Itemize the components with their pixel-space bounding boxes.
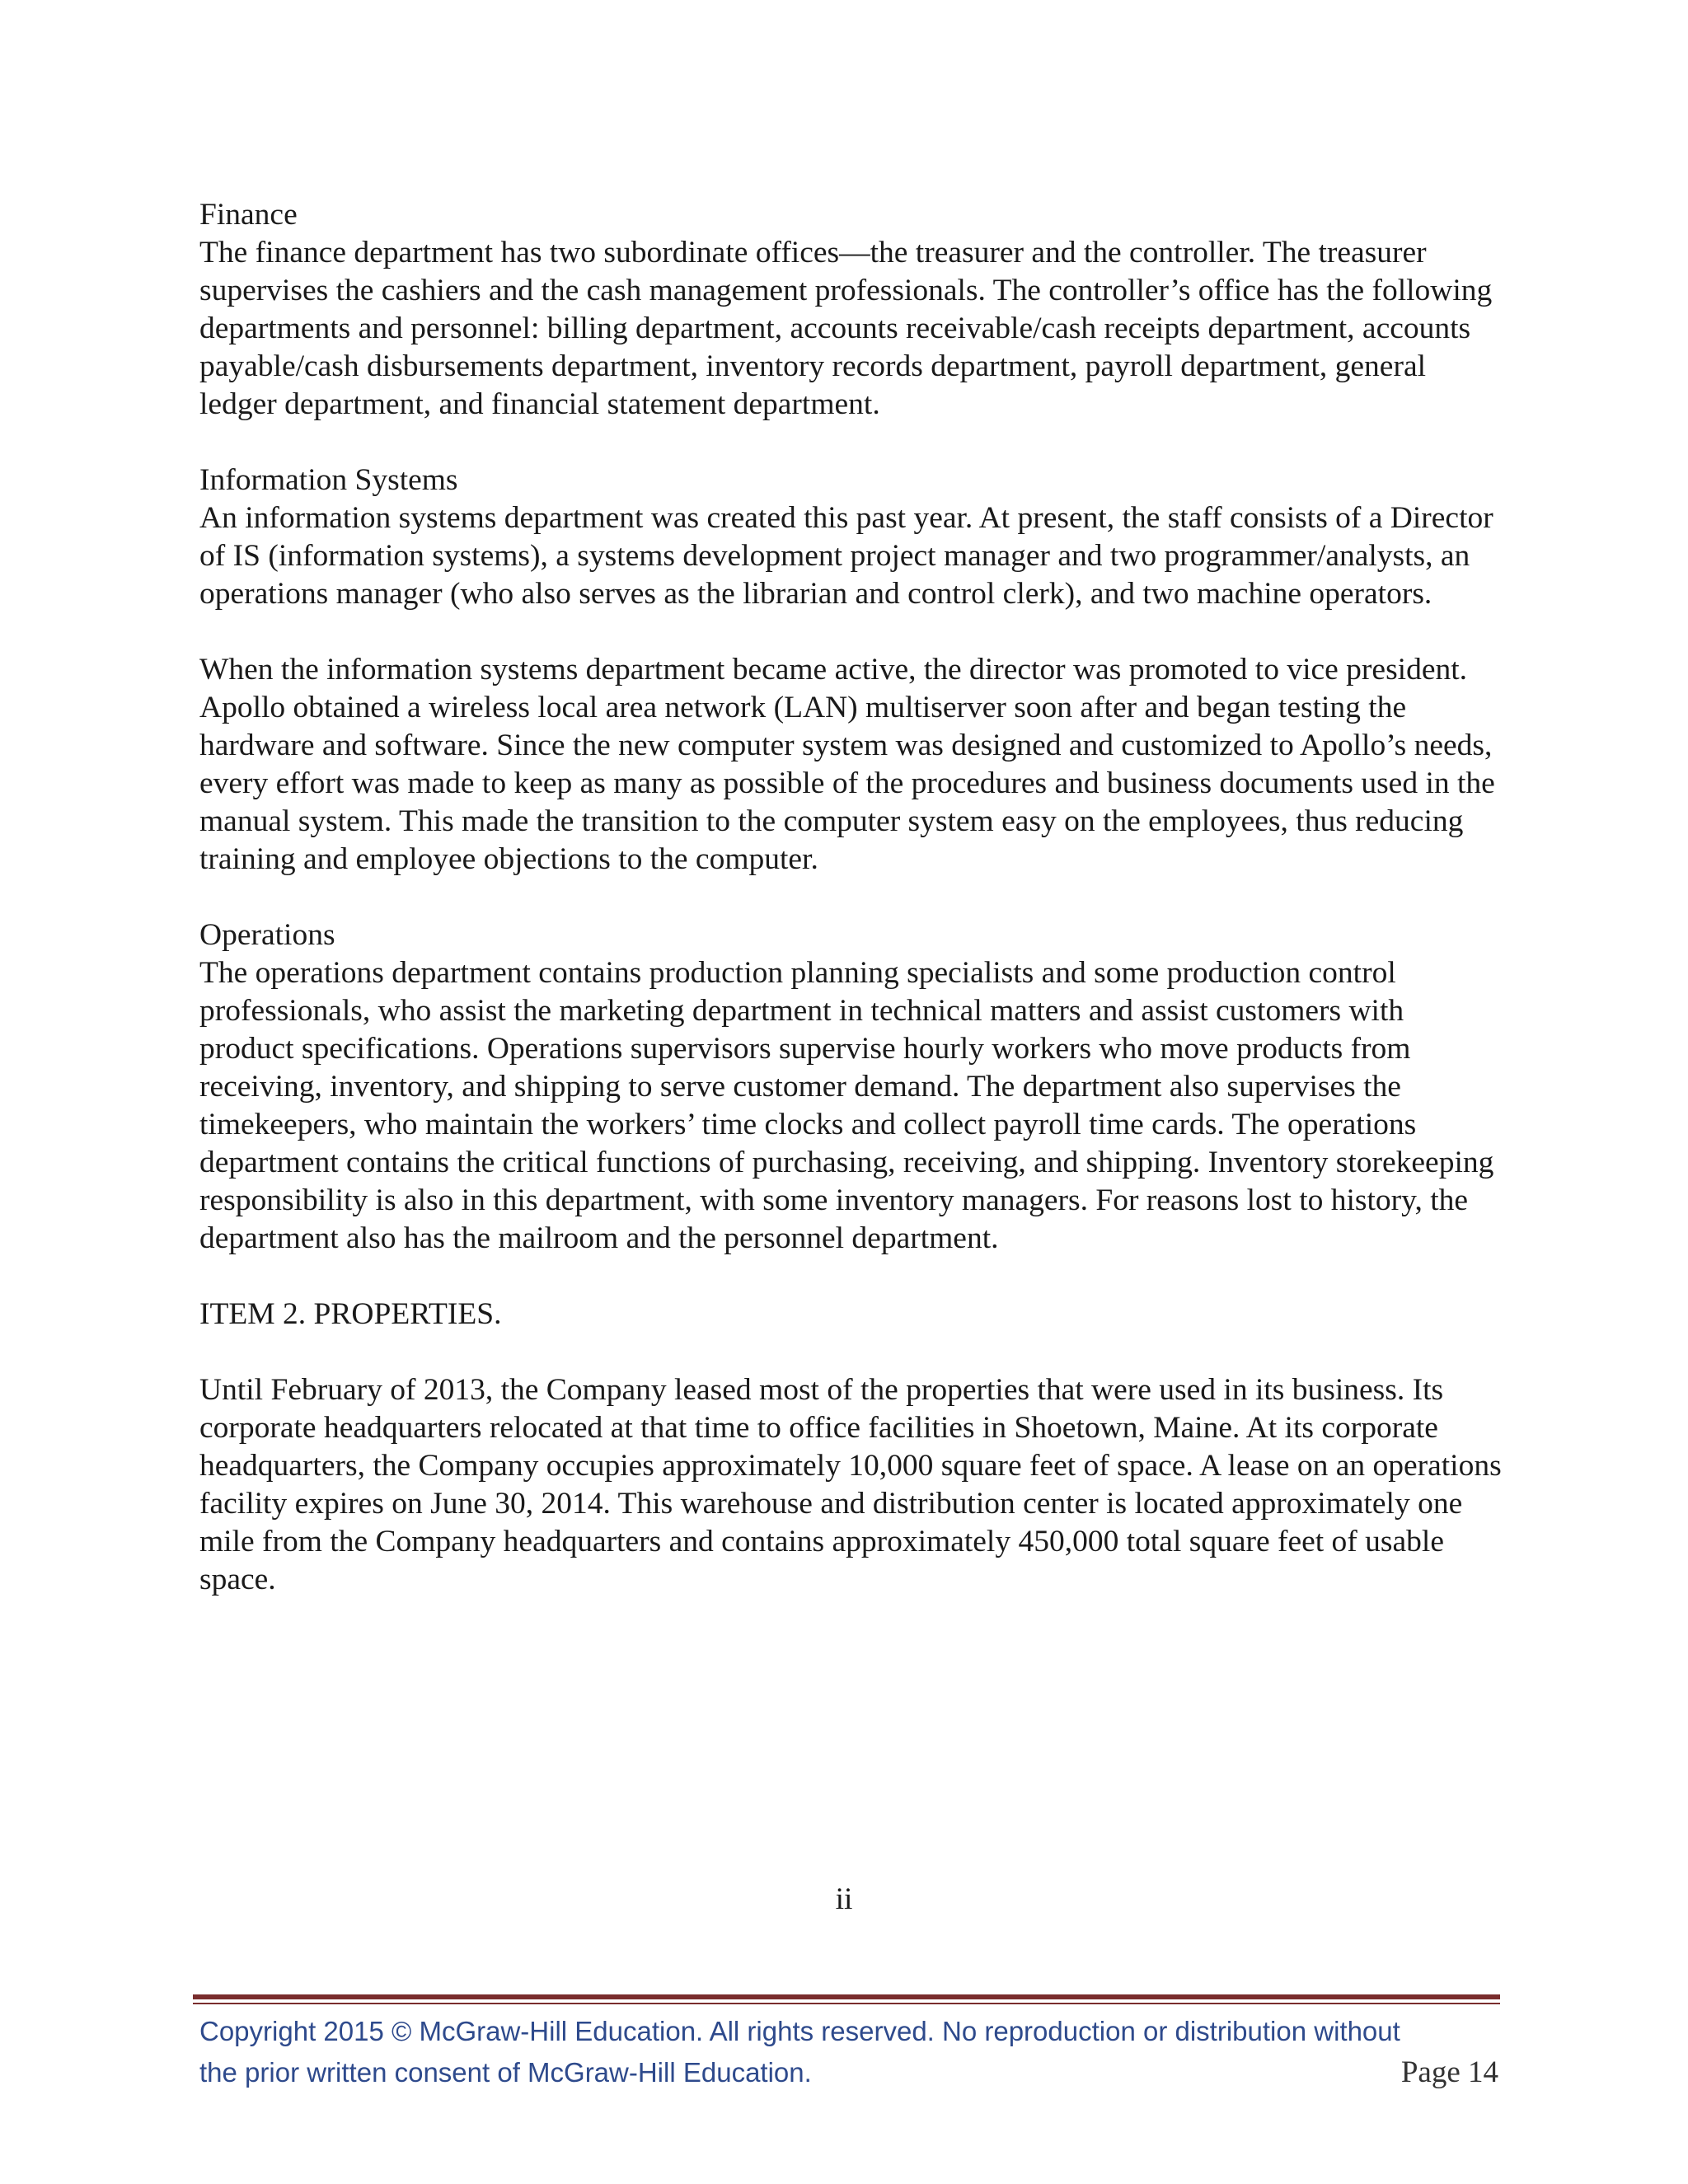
spacer xyxy=(199,424,1502,462)
spacer xyxy=(199,879,1502,916)
information-systems-paragraph-2: When the information systems department became active, the director was promoted to vice president. Apollo obtained a wireless local area network (LAN) multiserver soon after and began testing the hardware and software. Since the new computer system was designed and customized to Apollo’s needs, every effort was made to keep as many as possible of the procedures and business documents used in the manual system. This made the transition to the computer system easy on the employees, thus reducing training and employee objections to the computer. xyxy=(199,653,1495,876)
footer xyxy=(199,2011,1498,2093)
spacer xyxy=(199,1258,1502,1296)
page-number-roman: ii xyxy=(835,1882,853,1916)
finance-heading: Finance xyxy=(199,198,298,232)
spacer xyxy=(199,1333,1502,1371)
document-body xyxy=(199,196,1502,1599)
operations-paragraph: The operations department contains production planning specialists and some production control professionals, who assist the marketing department in technical matters and assist customers with product specifications. Operations supervisors supervise hourly workers who move products from receiving, inventory, and shipping to serve customer demand. The department also supervises the timekeepers, who maintain the workers’ time clocks and collect payroll time cards. The operations department contains the critical functions of purchasing, receiving, and shipping. Inventory storekeeping responsibility is also in this department, with some inventory managers. For reasons lost to history, the department also has the mailroom and the personnel department. xyxy=(199,956,1494,1255)
spacer xyxy=(199,613,1502,651)
properties-paragraph: Until February of 2013, the Company leased most of the properties that were used in its business. Its corporate headquarters relocated at that time to office facilities in Shoetown, Maine. At its corporate headquarters, the Company occupies approximately 10,000 square feet of space. A lease on an operations facility expires on June 30, 2014. This warehouse and distribution center is located approximately one mile from the Company headquarters and contains approximately 450,000 total square feet of usable space. xyxy=(199,1373,1502,1596)
page-number: Page 14 xyxy=(1400,2055,1498,2089)
footer-bottom-row xyxy=(199,2052,1498,2093)
copyright-line-1: Copyright 2015 © McGraw-Hill Education. All rights reserved. No reproduction or distribution without xyxy=(199,2016,1400,2046)
properties-heading: ITEM 2. PROPERTIES. xyxy=(199,1297,502,1331)
operations-heading: Operations xyxy=(199,918,335,952)
footer-divider-thick xyxy=(193,1994,1500,1999)
information-systems-heading: Information Systems xyxy=(199,463,458,497)
footer-divider xyxy=(193,1994,1500,2006)
finance-paragraph: The finance department has two subordinate offices—the treasurer and the controller. The treasurer supervises the cashiers and the cash management professionals. The controller’s office has the following departments and personnel: billing department, accounts receivable/cash receipts department, accounts payable/cash disbursements department, inventory records department, payroll department, general ledger department, and financial statement department. xyxy=(199,236,1493,421)
information-systems-paragraph-1: An information systems department was created this past year. At present, the staff consists of a Director of IS (information systems), a systems development project manager and two programmer/analysts, an operations manager (who also serves as the librarian and control clerk), and two machine operators. xyxy=(199,501,1493,611)
copyright-line-2: the prior written consent of McGraw-Hill Education. xyxy=(199,2057,812,2088)
footer-divider-thin xyxy=(193,2003,1500,2004)
